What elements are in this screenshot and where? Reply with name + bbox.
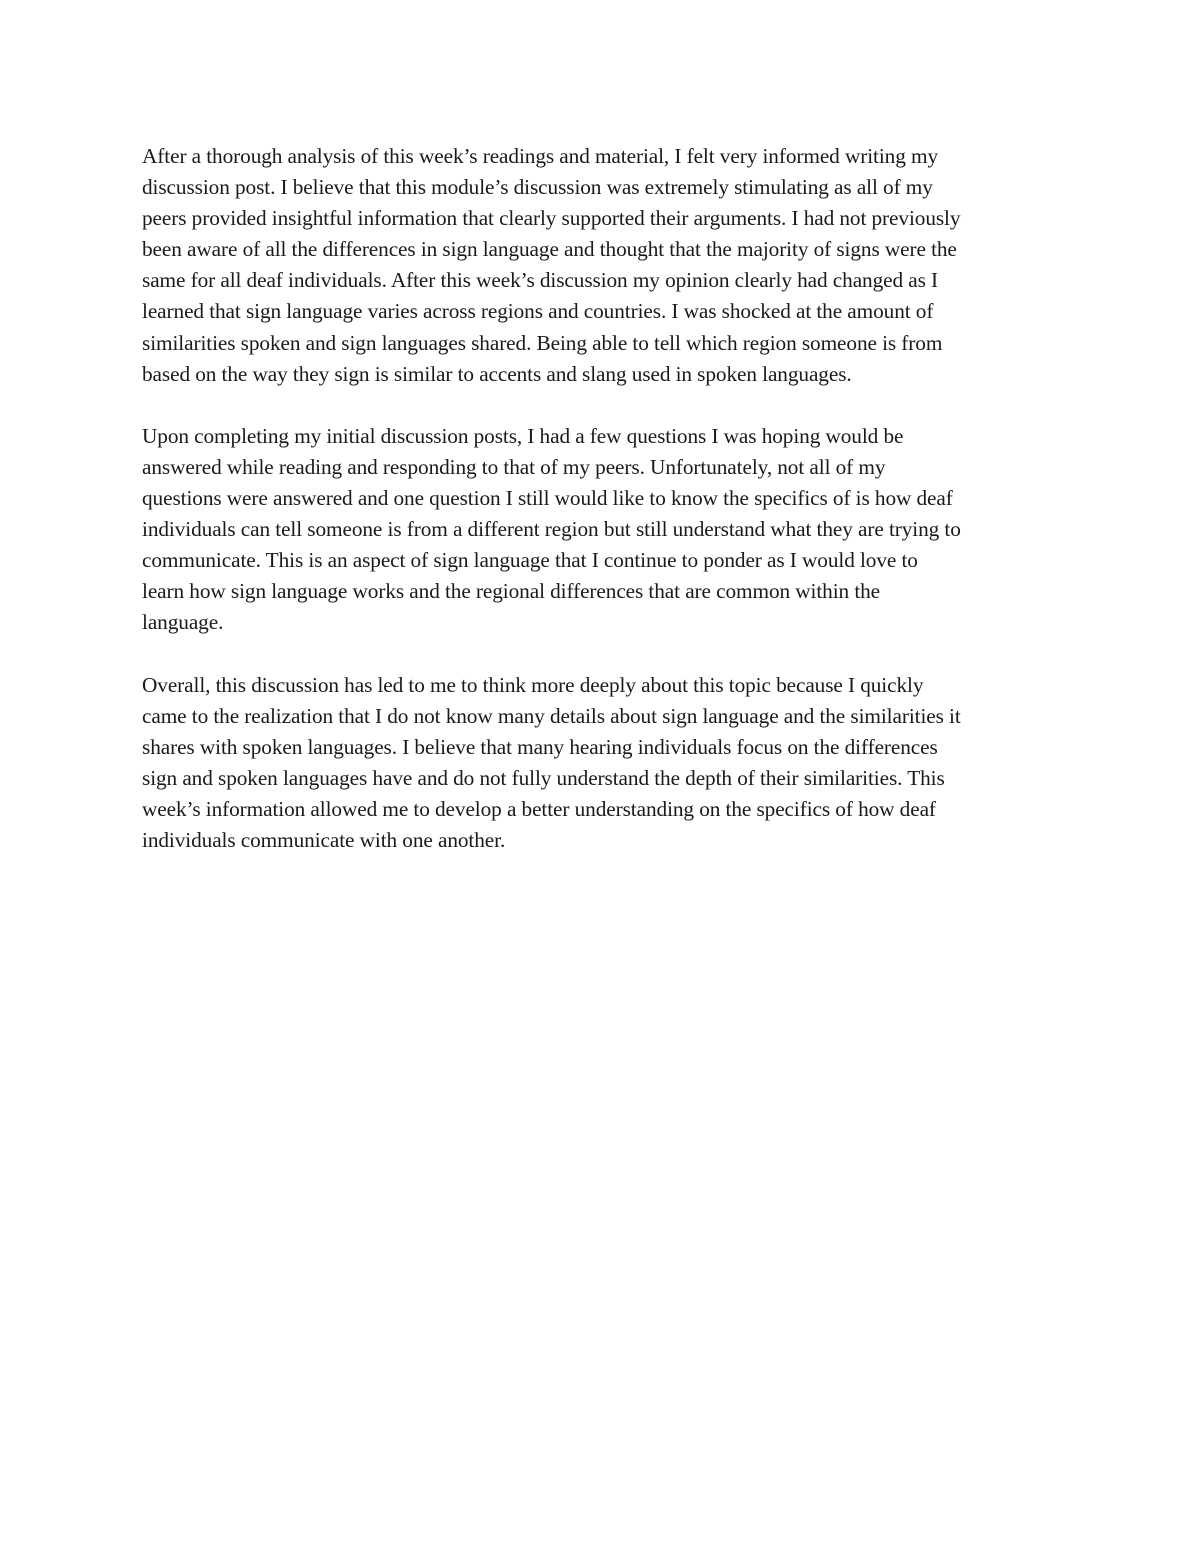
text-line: based on the way they sign is similar to accents and slang used in spoken languages. xyxy=(142,361,852,386)
text-line: answered while reading and responding to that of my peers. Unfortunately, not all of my xyxy=(142,454,886,479)
text-line: same for all deaf individuals. After this week’s discussion my opinion clearly had changed as I xyxy=(142,268,939,293)
text-line: learn how sign language works and the regional differences that are common within the xyxy=(142,579,881,604)
text-line: questions were answered and one question I still would like to know the specifics of is how deaf xyxy=(142,486,953,511)
text-line: shares with spoken languages. I believe that many hearing individuals focus on the differences xyxy=(142,734,938,759)
text-line: After a thorough analysis of this week’s readings and material, I felt very informed writing my xyxy=(142,144,939,168)
text-line: week’s information allowed me to develop a better understanding on the specifics of how deaf xyxy=(142,796,936,821)
text-line: individuals communicate with one another. xyxy=(142,828,506,853)
document-body xyxy=(142,141,1067,856)
text-line: language. xyxy=(142,610,224,635)
text-line: individuals can tell someone is from a different region but still understand what they are trying to xyxy=(142,517,961,542)
text-line: learned that sign language varies across regions and countries. I was shocked at the amount of xyxy=(142,299,934,324)
text-line: Overall, this discussion has led to me to think more deeply about this topic because I quickly xyxy=(142,672,924,697)
paragraph-3 xyxy=(142,670,1067,857)
paragraph-1 xyxy=(142,141,1067,390)
text-line: Upon completing my initial discussion posts, I had a few questions I was hoping would be xyxy=(142,423,904,448)
text-line: discussion post. I believe that this module’s discussion was extremely stimulating as all of my xyxy=(142,175,933,200)
text-line: came to the realization that I do not know many details about sign language and the similarities it xyxy=(142,703,961,728)
text-line: peers provided insightful information that clearly supported their arguments. I had not previously xyxy=(142,206,961,231)
text-line: communicate. This is an aspect of sign language that I continue to ponder as I would love to xyxy=(142,548,918,573)
paragraph-2 xyxy=(142,421,1067,639)
text-line: sign and spoken languages have and do not fully understand the depth of their similarities. This xyxy=(142,765,945,790)
text-line: similarities spoken and sign languages shared. Being able to tell which region someone is from xyxy=(142,330,943,355)
text-line: been aware of all the differences in sign language and thought that the majority of signs were the xyxy=(142,237,957,262)
